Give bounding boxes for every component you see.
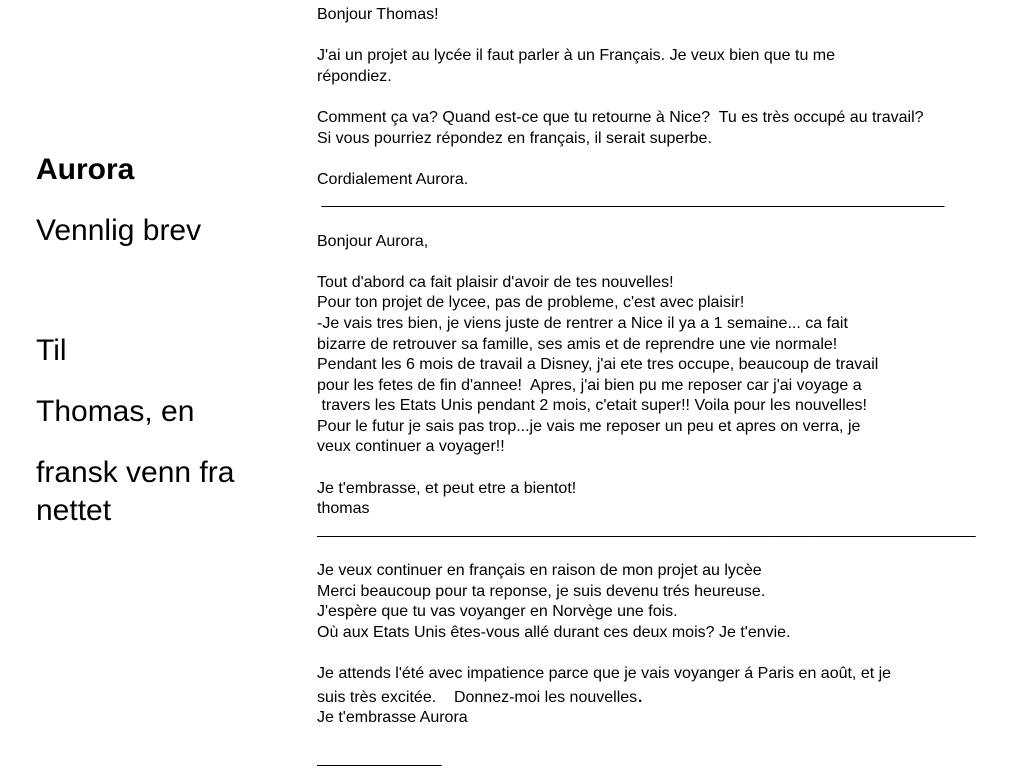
sidebar-spacer <box>36 251 296 331</box>
letter-text-line: pour les fetes de fin d'annee! Apres, j'ai bien pu me reposer car j'ai voyage a <box>317 376 862 394</box>
sidebar-to-label: Til <box>36 334 67 367</box>
separator-rule: __________________________________________________________________________ <box>317 520 976 538</box>
sidebar <box>36 150 296 530</box>
letter-closing: Je t'embrasse, et peut etre a bientot! <box>317 479 577 497</box>
letter-text-line: répondiez. <box>317 67 392 85</box>
letter-thomas <box>317 232 997 541</box>
letter-aurora-1 <box>317 5 997 211</box>
letters-column <box>317 5 997 770</box>
sidebar-recipient: Thomas, en <box>36 395 195 428</box>
letter-text-line: Où aux Etats Unis êtes-vous allé durant ces deux mois? Je t'envie. <box>317 623 791 641</box>
letter-text-line: Pour ton projet de lycee, pas de probleme, c'est avec plaisir! <box>317 294 745 312</box>
letter-text-line: J'espère que tu vas voyanger en Norvège une fois. <box>317 603 678 621</box>
sidebar-title: Aurora <box>36 153 135 186</box>
letter-text-line: travers les Etats Unis pendant 2 mois, c'etait super!! Voila pour les nouvelles! <box>317 397 867 415</box>
letter-aurora-2 <box>317 561 997 770</box>
sidebar-recipient-desc: fransk venn fra nettet <box>36 456 235 527</box>
emphasis-period: . <box>637 681 644 707</box>
blank-line <box>317 26 997 47</box>
blank-line <box>317 211 997 232</box>
letter-text-line: Je attends l'été avec impatience parce que je vais voyanger á Paris en août, et je <box>317 665 892 682</box>
blank-line <box>317 87 997 108</box>
letter-text-line: J'ai un projet au lycée il faut parler à un Français. Je veux bien que tu me <box>317 47 836 65</box>
letter-greeting: Bonjour Aurora, <box>317 232 429 250</box>
letter-text-line: Pendant les 6 mois de travail a Disney, j'ai ete tres occupe, beaucoup de travail <box>317 356 879 374</box>
letter-text-line: Je veux continuer en français en raison de mon projet au lycèe <box>317 562 762 580</box>
letter-text-line: Tout d'abord ca fait plaisir d'avoir de tes nouvelles! <box>317 273 674 291</box>
letter-text-line: bizarre de retrouver sa famille, ses amis et de reprendre une vie normale! <box>317 335 838 353</box>
letter-text-line: veux continuer a voyager!! <box>317 438 505 456</box>
blank-line <box>317 149 997 170</box>
letter-text-line-wrap <box>317 681 997 709</box>
letter-closing: Je t'embrasse Aurora <box>317 709 468 727</box>
letter-text-line: Comment ça va? Quand est-ce que tu retourne à Nice? Tu es très occupé au travail? <box>317 108 924 126</box>
blank-line <box>317 729 997 750</box>
sidebar-subtitle: Vennlig brev <box>36 214 202 247</box>
letter-greeting: Bonjour Thomas! <box>317 6 439 23</box>
letter-text-line: Si vous pourriez répondez en français, il serait superbe. <box>317 129 712 147</box>
blank-line <box>317 643 997 664</box>
letter-closing: Cordialement Aurora. <box>317 170 469 188</box>
blank-line <box>317 252 997 273</box>
letter-text-line: -Je vais tres bien, je viens juste de rentrer a Nice il ya a 1 semaine... ca fait <box>317 314 848 332</box>
separator-rule: ______________________________________________________________________ <box>317 191 945 209</box>
blank-line <box>317 458 997 479</box>
letter-text-line: Pour le futur je sais pas trop...je vais me reposer un peu et apres on verra, je <box>317 417 861 435</box>
separator-rule: ______________ <box>317 750 442 768</box>
letter-text-segment: suis très excitée. Donnez-moi les nouvelles <box>317 688 638 706</box>
letter-signature: thomas <box>317 500 370 518</box>
blank-line <box>317 540 997 561</box>
letter-text-line: Merci beaucoup pour ta reponse, je suis devenu trés heureuse. <box>317 582 766 600</box>
